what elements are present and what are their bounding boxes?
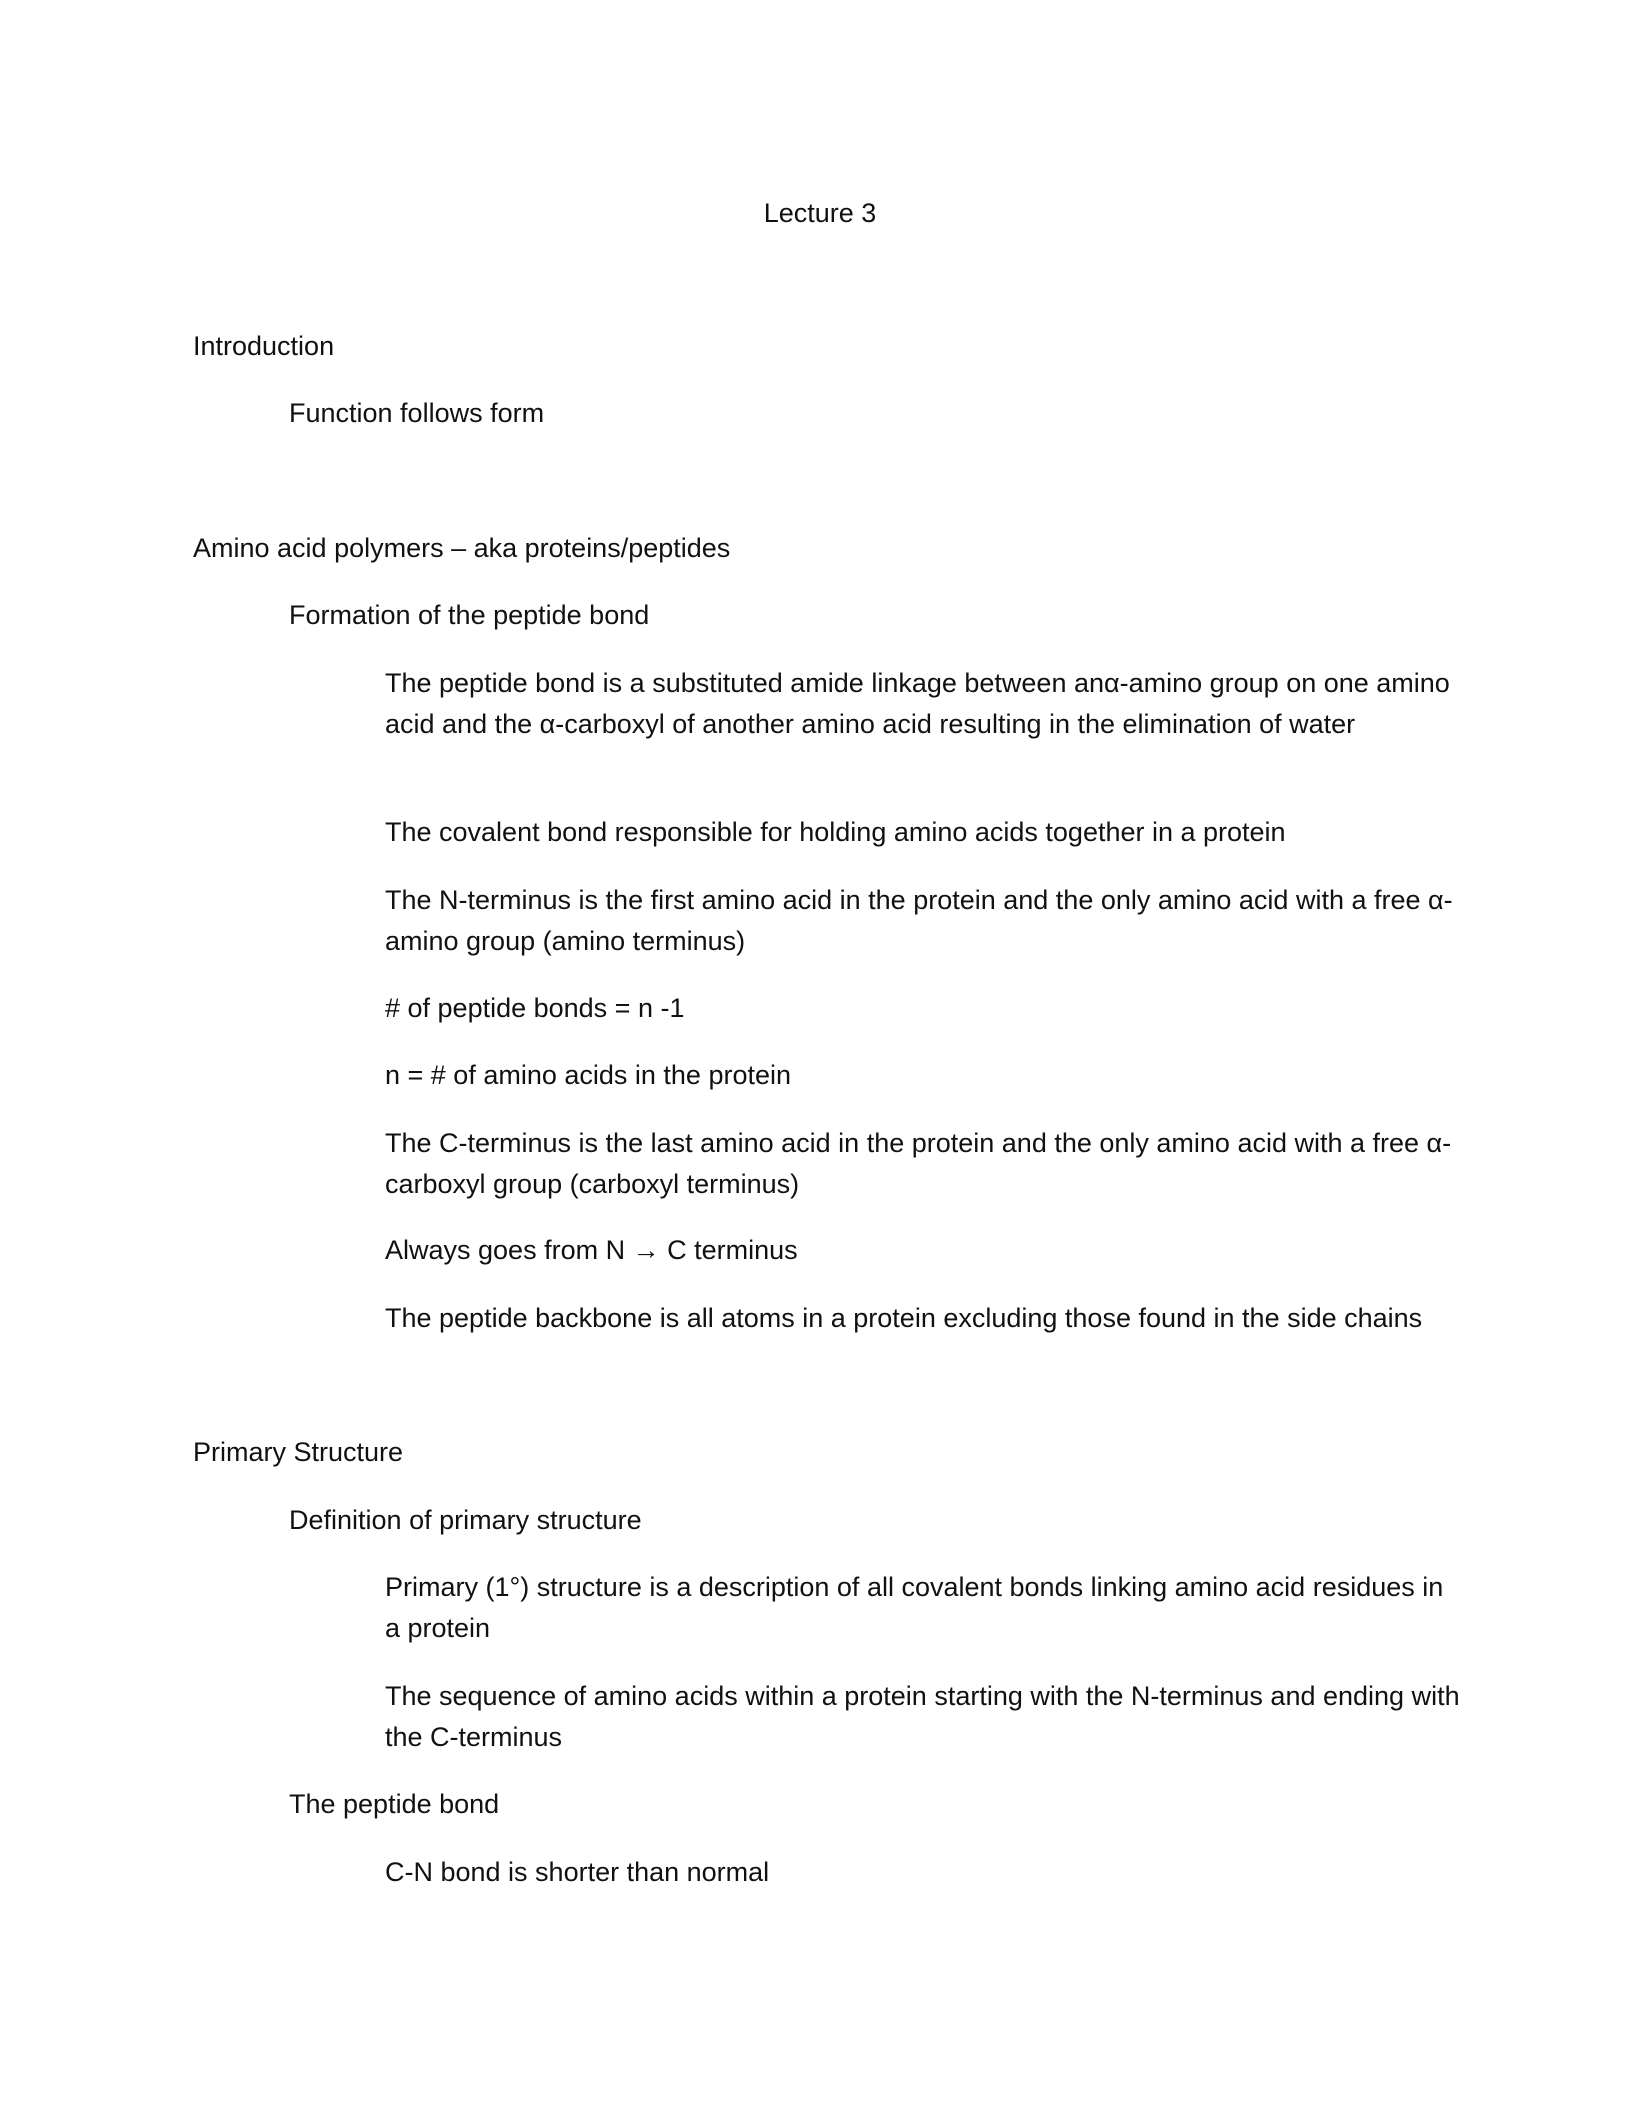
subsection-heading-the-peptide-bond: The peptide bond (289, 1789, 500, 1819)
point-direction: Always goes from N → C terminus (385, 1235, 798, 1265)
section-heading-primary-structure: Primary Structure (193, 1437, 404, 1467)
page-title: Lecture 3 (763, 198, 877, 228)
point-c-terminus: The C-terminus is the last amino acid in the protein and the only amino acid with a free α-carboxyl group (carboxyl terminus) (385, 1128, 1452, 1199)
section-heading-introduction: Introduction (193, 331, 335, 361)
point-amino-acid-sequence: The sequence of amino acids within a protein starting with the N-terminus and ending with the C-terminus (385, 1681, 1460, 1752)
point-peptide-bond-definition: The peptide bond is a substituted amide linkage between anα-amino group on one amino acid and the α-carboxyl of another amino acid resulting in the elimination of water (385, 668, 1450, 739)
subsection-heading-definition-primary-structure: Definition of primary structure (289, 1505, 642, 1535)
point-cn-bond-length: C-N bond is shorter than normal (385, 1857, 770, 1887)
point-primary-structure-definition: Primary (1°) structure is a description of all covalent bonds linking amino acid residues in a protein (385, 1572, 1444, 1643)
point-covalent-bond: The covalent bond responsible for holding amino acids together in a protein (385, 817, 1286, 847)
subsection-heading-formation-of-peptide-bond: Formation of the peptide bond (289, 600, 650, 630)
point-n-terminus: The N-terminus is the first amino acid in the protein and the only amino acid with a free α-amino group (amino terminus) (385, 885, 1453, 956)
subsection-heading-function-follows-form: Function follows form (289, 398, 545, 428)
point-peptide-bond-count: # of peptide bonds = n -1 (385, 993, 685, 1023)
point-peptide-backbone: The peptide backbone is all atoms in a protein excluding those found in the side chains (385, 1303, 1423, 1333)
point-n-definition: n = # of amino acids in the protein (385, 1060, 792, 1090)
section-heading-amino-acid-polymers: Amino acid polymers – aka proteins/peptides (193, 533, 731, 563)
